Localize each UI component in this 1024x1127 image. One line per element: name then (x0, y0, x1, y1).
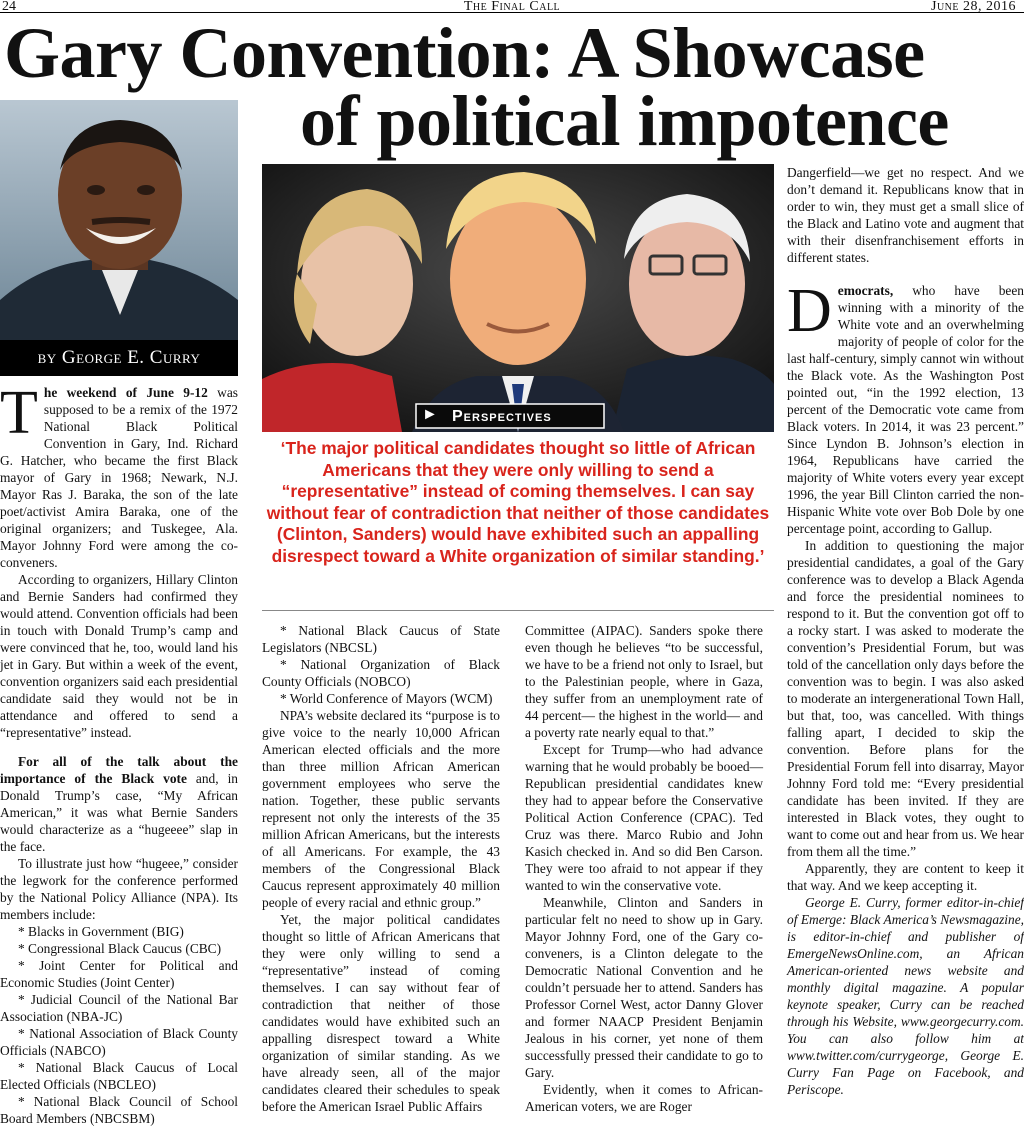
byline: by George E. Curry (0, 340, 238, 376)
section-lead-paragraph (787, 277, 1024, 537)
article-column-2 (262, 622, 500, 1115)
paragraph: Except for Trump—who had advance warning that he would probably be booed—Republican presidential candidates knew they had to appear before the Conservative Political Action Conference (CPAC). Ted Cruz was there. Marco Rubio and John Kasich checked in. And so did Ben Carson. They were too afraid to not appear if they wanted to win the conservative vote. (525, 742, 763, 893)
pull-quote: ‘The major political candidates thought so little of African Americans that they were only willing to send a “representative” instead of coming themselves. I can say without fear of contradiction that neither of those candidates (Clinton, Sanders) would have exhibited such an appalling disrespect toward a White organization of similar standing.’ (266, 438, 770, 566)
paragraph (0, 753, 238, 855)
paragraph: Dangerfield—we get no respect. And we don’t demand it. Republicans know that in order to win, they must get a small slice of the Black and Latino vote and augment that with their disenfranchisement efforts in different states. (787, 165, 1024, 265)
list-item: * National Black Caucus of State Legislators (NBCSL) (262, 623, 500, 655)
list-item: * National Black Council of School Board Members (NBCSBM) (0, 1094, 238, 1126)
list-item: * Judicial Council of the National Bar Association (NBA-JC) (0, 992, 238, 1024)
paragraph: Yet, the major political candidates thought so little of African Americans that they were only willing to send a “representative” instead of coming themselves. I can say without fear of contradiction that neither of those candidates would have exhibited such an appalling disrespect toward a White organization of similar standing. As we have already seen, all of the major candidates cleared their schedules to speak before the American Israel Public Affairs (262, 912, 500, 1114)
drop-cap: D (787, 277, 832, 345)
article-column-3 (525, 622, 763, 1115)
headline-line-1: Gary Convention: A Showcase (4, 13, 925, 93)
paragraph: Evidently, when it comes to African-American voters, we are Roger (525, 1082, 763, 1114)
list-item: * National Black Caucus of Local Elected Officials (NBCLEO) (0, 1060, 238, 1092)
author-bio: George E. Curry, former editor-in-chief of Emerge: Black America’s Newsmagazine, is editor-in-chief and publisher of EmergeNewsOnline.com, an African American-oriented news website and monthly digital magazine. A popular keynote speaker, Curry can be reached through his Website, www.georgecurry.com. You can also follow him at www.twitter.com/currygeorge, George E. Curry Fan Page on Facebook, and Periscope. (787, 895, 1024, 1097)
pull-quote-rule (262, 610, 774, 611)
paragraph: To illustrate just how “hugeee,” consider the legwork for the conference performed by the National Policy Alliance (NPA). Its members include: (0, 856, 238, 922)
author-photo (0, 100, 238, 340)
headline-line-2: of political impotence (300, 81, 949, 161)
paragraph: According to organizers, Hillary Clinton and Bernie Sanders had confirmed they would attend. Convention officials had been in touch with Donald Trump’s camp and were convinced that he, too, would land his jet in Gary. But within a week of the event, convention organizers said each presidential candidate said they would not be in attendance and offered to send a “representative” instead. (0, 572, 238, 740)
section-lead-bold: For all of the talk about the importance of the Black vote (0, 754, 238, 786)
list-item: * Congressional Black Caucus (CBC) (18, 941, 222, 956)
author-portrait-illustration (0, 100, 238, 340)
lead-bold: he weekend of June 9-12 (43, 385, 208, 400)
paragraph: Committee (AIPAC). Sanders spoke there even though he believes “to be successful, we have to be a friend not only to Israel, but to the Palestinian people, where in Gaza, they suffer from an unemployment rate of 44 percent— the highest in the world— and a poverty rate nearly equal to that.” (525, 623, 763, 740)
megaphone-icon: ► (422, 406, 438, 423)
article-column-1 (0, 379, 238, 1127)
paragraph: In addition to questioning the major presidential candidates, a goal of the Gary conference was to develop a Black Agenda and force the presidential nominees to respond to it. But the convention got off to a rocky start. I was asked to moderate the convention’s Presidential Forum, but was told of the cancellation only days before the convention was to begin. I was also asked to moderate an intergenerational Town Hall, but that, too, was cancelled. With things falling apart, I decided to skip the convention. Before plans for the Presidential Forum fell into disarray, Mayor Johnny Ford told me: “Every presidential candidate has been invited. If they are interested in Black votes, they ought to want to come out and hear from us. We hear from them all the time.” (787, 538, 1024, 859)
list-item: * Blacks in Government (BIG) (18, 924, 184, 939)
list-item: * National Association of Black County Officials (NABCO) (0, 1026, 238, 1058)
publication-name: The Final Call (463, 0, 561, 14)
paragraph: NPA’s website declared its “purpose is to give voice to the nearly 10,000 African American elected officials and the more than three million African American government employees who serve the nation. Together, these public servants represent not only the interests of the 35 million African Americans, but the interests of all Americans. For example, the 43 members of the Congressional Black Caucus represent approximately 40 million people of every racial and ethnic group.” (262, 708, 500, 910)
drop-cap: T (0, 379, 38, 447)
issue-date: June 28, 2016 (931, 0, 1016, 14)
article-column-4 (787, 164, 1024, 1098)
list-item: * Joint Center for Political and Economic Studies (Joint Center) (0, 958, 238, 990)
perspectives-label: Perspectives (452, 408, 552, 425)
lead-text: was supposed to be a remix of the 1972 National Black Political Convention in Gary, Ind. Richard G. Hatcher, who became the first Black mayor of Gary in 1968; Newark, N.J. Mayor Ras J. Baraka, the son of the late poet/activist Amira Baraka, one of the original organizers; and Tuskegee, Ala. Mayor Johnny Ford were among the co-conveners. (0, 385, 238, 570)
list-item: * National Organization of Black County Officials (NOBCO) (262, 657, 500, 689)
candidates-banner-image (262, 164, 774, 432)
paragraph: Apparently, they are content to keep it that way. And we keep accepting it. (787, 861, 1024, 893)
paragraph-text: who have been winning with a minority of the White vote and an overwhelming majority of people of color for the last half-century, simply cannot win without the Black vote. As the Washington Post pointed out, “in the 1992 election, 13 percent of the Democratic vote came from Black voters. In 2014, it was 23 percent.” Since Lyndon B. Johnson’s election in 1964, Republicans have carried the majority of White voters every year except 1996, the year Bill Clinton carried the non-Hispanic White vote over Bob Dole by one percentage point, according to Gallup. (787, 283, 1024, 536)
page-number: 24 (2, 0, 16, 14)
section-lead-bold: emocrats, (837, 283, 894, 298)
paragraph: Meanwhile, Clinton and Sanders in particular felt no need to show up in Gary. Mayor Johnny Ford, one of the Gary co-conveners, is a Clinton delegate to the Democratic National Convention and he couldn’t persuade her to attend. Sanders has Professor Cornel West, actor Danny Glover and former NAACP President Benjamin Jealous in his corner, yet none of them successfully pressed their candidate to go to Gary. (525, 895, 763, 1080)
list-item: * World Conference of Mayors (WCM) (280, 691, 493, 706)
paragraph-text: and, in Donald Trump’s case, “My African American,” it was what Bernie Sanders would characterize as a “hugeeee” slap in the face. (0, 771, 238, 854)
lead-paragraph (0, 379, 238, 571)
candidates-illustration (262, 164, 774, 432)
